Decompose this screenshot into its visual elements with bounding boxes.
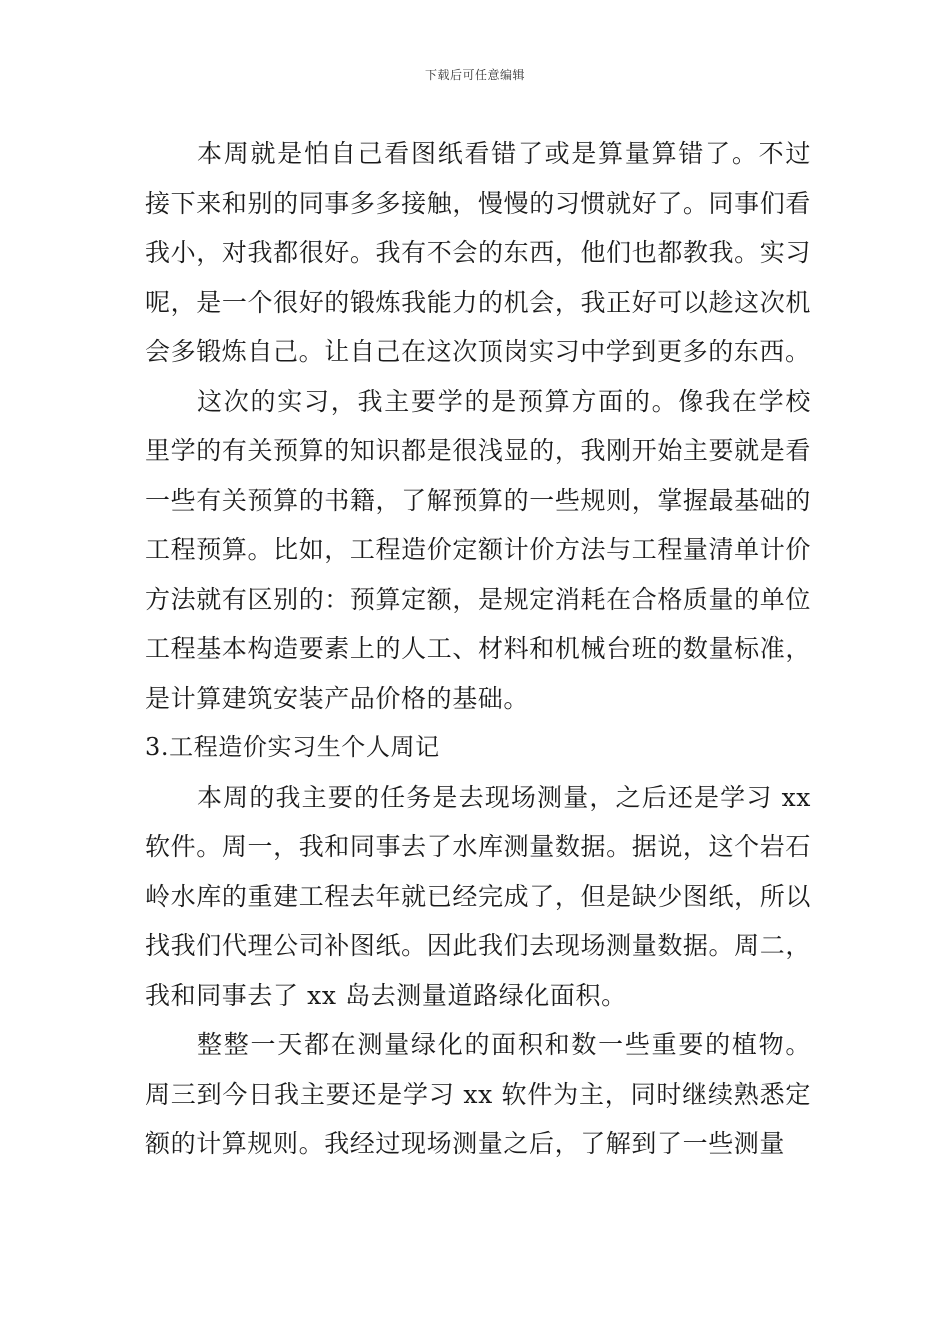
section-heading: 3.工程造价实习生个人周记 bbox=[145, 733, 440, 761]
paragraph-2: 这次的实习，我主要学的是预算方面的。像我在学校里学的有关预算的知识都是很浅显的，我刚开始主要就是看一些有关预算的书籍，了解预算的一些规则，掌握最基础的工程预算。比如，工程造价定额计价方法与工程量清单计价方法就有区别的：预算定额，是规定消耗在合格质量的单位工程基本构造要素上的人工、材料和机械台班的数量标准，是计算建筑安装产品价格的基础。 bbox=[145, 386, 811, 713]
paragraph-1: 本周就是怕自己看图纸看错了或是算量算错了。不过接下来和别的同事多多接触，慢慢的习惯就好了。同事们看我小，对我都很好。我有不会的东西，他们也都教我。实习呢，是一个很好的锻炼我能力的机会，我正好可以趁这次机会多锻炼自己。让自己在这次顶岗实习中学到更多的东西。 bbox=[145, 139, 811, 366]
paragraph-3: 本周的我主要的任务是去现场测量，之后还是学习 xx 软件。周一，我和同事去了水库测量数据。据说，这个岩石岭水库的重建工程去年就已经完成了，但是缺少图纸，所以找我们代理公司补图纸。因此我们去现场测量数据。周二，我和同事去了 xx 岛去测量道路绿化面积。 bbox=[145, 782, 811, 1010]
paragraph-4: 整整一天都在测量绿化的面积和数一些重要的植物。周三到今日我主要还是学习 xx 软件为主，同时继续熟悉定额的计算规则。我经过现场测量之后，了解到了一些测量 bbox=[145, 1030, 811, 1158]
page-header: 下载后可任意编辑 bbox=[424, 68, 525, 82]
document-body bbox=[145, 129, 811, 1169]
